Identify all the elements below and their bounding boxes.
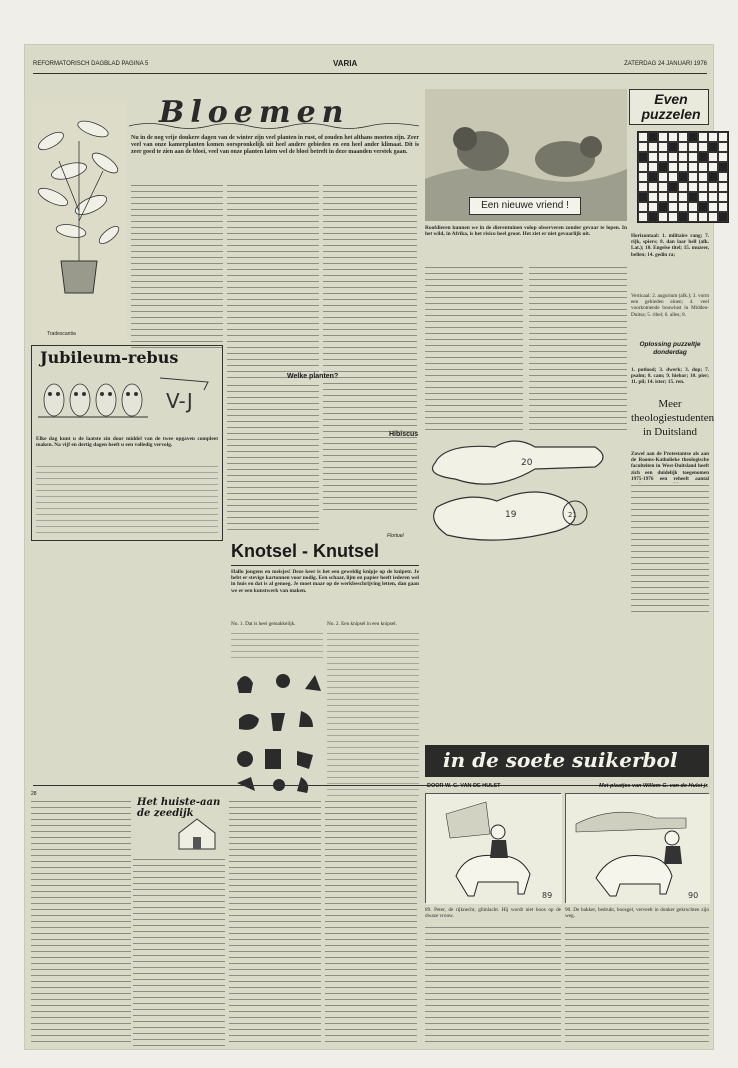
theology-lead: Zowel aan de Protestantse als aan de Rooms-Katholieke theologische faculteiten in West-Duitsland heeft zich een duidelijk toegenomen 1975-1976 een reheeft aantal: [631, 451, 709, 482]
header-section: VARIA: [333, 59, 358, 68]
suikerbol-title: in de soete suikerbol: [443, 748, 678, 772]
puzzle-title: Even puzzelen: [641, 91, 701, 122]
bloemen-title-banner: [129, 93, 419, 131]
header-date: ZATERDAG 24 JANUARI 1976: [624, 61, 707, 67]
suikerbol-col-1: [425, 925, 561, 1047]
rebus-instruction: Elke dag kunt u de laatste zin door middel van de twee opgaven compleet maken. Na vijf en dertig dagen heeft u een volledig vervolg.: [36, 436, 218, 449]
baker-with-cart-icon: [566, 794, 710, 904]
header-rule: [33, 73, 707, 74]
rebus-box: [31, 345, 223, 541]
puzzle-vertical-clues: Verticaal: 2. augurium (afk.); 3. vorm een gebieden einen; 4. veel voorkomende bouwlust in Midden-Duitsa; 5. ribel; 6. alles; 8.: [631, 293, 709, 318]
solution-title: Oplossing puzzeltje donderdag: [639, 341, 701, 356]
suikerbol-caption-90: 90. De bakker, bedrukt, boosgel, verveelt in donker gekrochten zijn weg.: [565, 907, 709, 920]
rebus-title: Jubileum-rebus: [40, 348, 179, 367]
theology-col: [631, 483, 709, 615]
bloemen-title: Bloemen: [159, 95, 350, 130]
knotsel-col-1: [231, 631, 323, 661]
house-icon: [173, 815, 223, 851]
rebus-picture-icon: [38, 370, 218, 428]
bloemen-col-2b: [227, 383, 319, 533]
theology-title: Meer theologiestudenten in Duitsland: [631, 398, 715, 438]
horse-and-rider-icon: [426, 794, 562, 904]
zoo-caption: Een nieuwe vriend !: [469, 197, 581, 215]
bloemen-signature: Flortuel: [387, 533, 404, 539]
pattern-drawing-icon: [425, 437, 627, 547]
suikerbol-caption-89: 89. Peter, de rijknecht, glimlacht. Hij wordt niet boos op de dwaze vrouw.: [425, 907, 561, 920]
plant-drawing-icon: [31, 101, 127, 341]
bloemen-col-3: [323, 183, 417, 513]
bloemen-subhead-2: Hibiscus: [389, 431, 419, 438]
knotsel-step-1: No. 1. Dat is heel gemakkelijk.: [231, 621, 296, 627]
zoo-photo: [425, 89, 627, 221]
huiste-col-3: [229, 799, 321, 1047]
bloemen-col-1: [131, 183, 223, 351]
animal-cutouts-icon: [231, 663, 325, 795]
svg-text:19: 19: [505, 510, 517, 520]
page-header: [33, 59, 707, 71]
roofdieren-col-2: [529, 265, 627, 433]
knotsel-step-2: No. 2. Een knipsel in een knipsel.: [327, 621, 397, 627]
huiste-title-art: [133, 793, 225, 853]
suikerbol-banner: [425, 745, 709, 777]
suikerbol-illustrator: Met plaatjes van Willem G. van de Hulst jr.: [599, 783, 709, 789]
svg-text:20: 20: [521, 458, 533, 468]
huiste-col-4: [325, 799, 417, 1047]
suikerbol-picture-89: [425, 793, 561, 903]
knotsel-lead: Hallo jongens en meisjes! Deze keer is het een geweldig knipje op de knipetr. Je hebt er stevige kartonnen voor nodig. Een schaar, lijm en papier heeft iederen wel in huis en dat is al genoeg. Je moet maar op de werkbeschrijving letten, dan gaan we er een kunstwerk van maken.: [231, 569, 419, 594]
svg-text:89: 89: [542, 891, 553, 900]
roofdieren-lead: Roofdieren kunnen we in de dierentuinen volop observeren zonder gevaar te lopen. In het wild, in Afrika, is het risico heel groot. Het ziet er niet gevaarlijk uit.: [425, 225, 627, 238]
suikerbol-col-2: [565, 925, 709, 1047]
knutsel-pattern: [425, 437, 627, 547]
rebus-clue-list: [36, 464, 218, 538]
huiste-col-2: [133, 857, 225, 1047]
suikerbol-picture-90: [565, 793, 709, 903]
roofdieren-col-1: [425, 265, 523, 433]
header-paper-name: REFORMATORISCH DAGBLAD PAGINA 5: [33, 61, 149, 67]
suikerbol-author: DOOR W. G. VAN DE HULST: [427, 783, 501, 789]
knotsel-rule: [231, 565, 419, 566]
serial-page-number: 28: [31, 791, 37, 797]
crossword-grid: [637, 131, 729, 223]
bloemen-lead: Nu in de nog vrije donkere dagen van de winter zijn veel planten in rust, of zouden het althans moeten zijn. Zeer veel van onze kamerplanten komen oorspronkelijk uit heel andere gebieden en een heel ander klimaat. Dit is zeer goed te zien aan de bloei, veel van onze planten laten wel de bloei betreft in deze maanden verstek gaan.: [131, 135, 419, 155]
knotsel-title: Knotsel - Knutsel: [231, 541, 380, 561]
puzzle-title-box: [629, 89, 709, 125]
svg-text:21: 21: [568, 511, 577, 519]
svg-text:V-J: V-J: [166, 389, 193, 413]
huiste-title: Het huiste-aan de zeedijk: [137, 797, 221, 819]
newspaper-page: [24, 44, 714, 1050]
knotsel-col-2: [327, 631, 419, 799]
puzzle-horizontal-clues: Horizontaal: 1. militaire rang; 7. rijk, spiers; 8. dan laar bell (afk. Lat.); 10. Engelse titel; 15. muzeer, bellen; 14. gedin ra;: [631, 233, 709, 258]
bloemen-subhead-1: Welke planten?: [287, 373, 339, 380]
plant-caption: Tradescantia: [47, 331, 76, 337]
svg-text:90: 90: [688, 891, 699, 900]
huiste-col-1: [31, 799, 131, 1047]
vine-ornament-icon: [129, 121, 419, 131]
bloemen-col-2: [227, 183, 319, 387]
solution-text: 1. potlood; 3. dwerk; 3. dop; 7. psalm; 8. cam; 9. hiebar; 10. pier; 11. pil; 14. ister; 15. ren.: [631, 367, 709, 386]
plant-illustration: [31, 101, 127, 341]
